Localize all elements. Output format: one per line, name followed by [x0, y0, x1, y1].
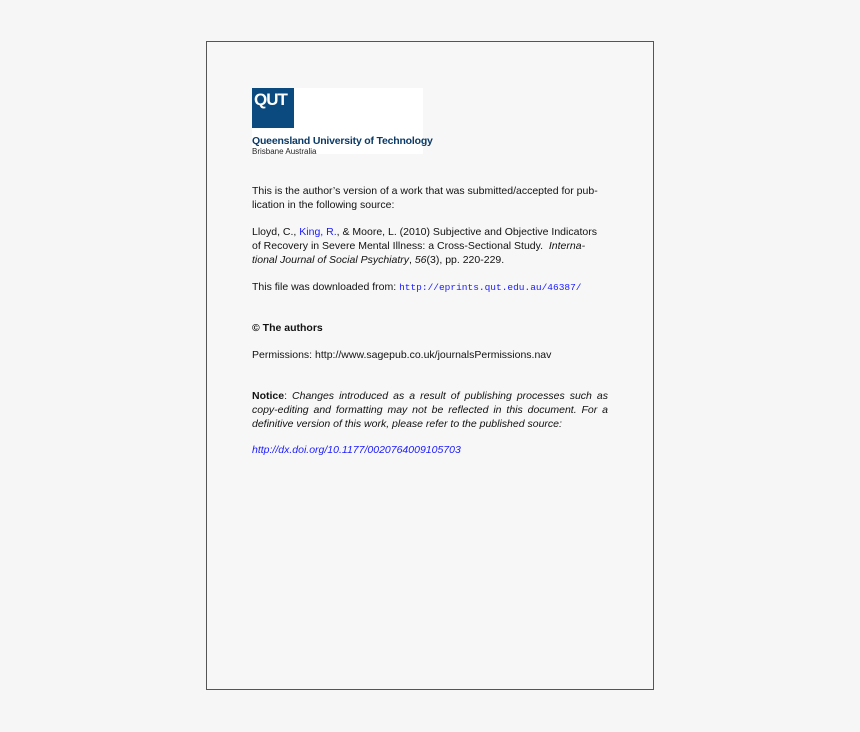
university-name: Queensland University of Technology [252, 135, 433, 147]
intro-line-1: This is the author’s version of a work that was submitted/accepted for pub- [252, 185, 598, 197]
qut-logo-mark: QUT [252, 88, 294, 128]
intro-line-2: lication in the following source: [252, 199, 395, 211]
journal-part-2: tional Journal of Social Psychiatry [252, 254, 409, 266]
copyright-line [252, 321, 608, 335]
citation-line-1 [252, 225, 608, 239]
qut-logo [252, 88, 433, 156]
citation-authors-start: Lloyd, C., [252, 226, 300, 238]
copyright-text: The authors [259, 322, 323, 334]
journal-part-1: Interna- [548, 240, 586, 252]
permissions-line: Permissions: http://www.sagepub.co.uk/journalsPermissions.nav [252, 349, 552, 361]
journal-volume: 56 [414, 254, 427, 266]
university-location: Brisbane Australia [252, 147, 317, 156]
notice-text: Changes introduced as a result of publishing processes such as copy-editing and formatting may not be reflected in this document. For a definitive version of this work, please refer to the published source: [252, 390, 608, 430]
citation-sep: , [409, 254, 415, 266]
notice-colon: : [284, 390, 293, 402]
doi-link[interactable]: http://dx.doi.org/10.1177/0020764009105703 [252, 444, 461, 456]
citation-authors-end: , & Moore, L. (2010) Subjective and Objective Indicators [336, 226, 597, 238]
notice-label: Notice [252, 390, 285, 402]
citation-line-2 [252, 239, 608, 253]
citation-line-3 [252, 253, 608, 267]
notice-paragraph [252, 389, 608, 431]
citation-title-end: of Recovery in Severe Mental Illness: a Cross-Sectional Study. [252, 240, 544, 252]
intro-paragraph [252, 184, 608, 212]
author-link-king[interactable]: King, R. [299, 226, 337, 238]
download-label: This file was downloaded from: [252, 281, 400, 293]
document-page [206, 41, 654, 690]
download-line [252, 280, 608, 295]
journal-pages: (3), pp. 220-229. [426, 254, 505, 266]
eprints-link[interactable]: http://eprints.qut.edu.au/46387/ [399, 282, 582, 293]
copyright-symbol: © [252, 322, 260, 334]
citation-paragraph [252, 225, 608, 267]
